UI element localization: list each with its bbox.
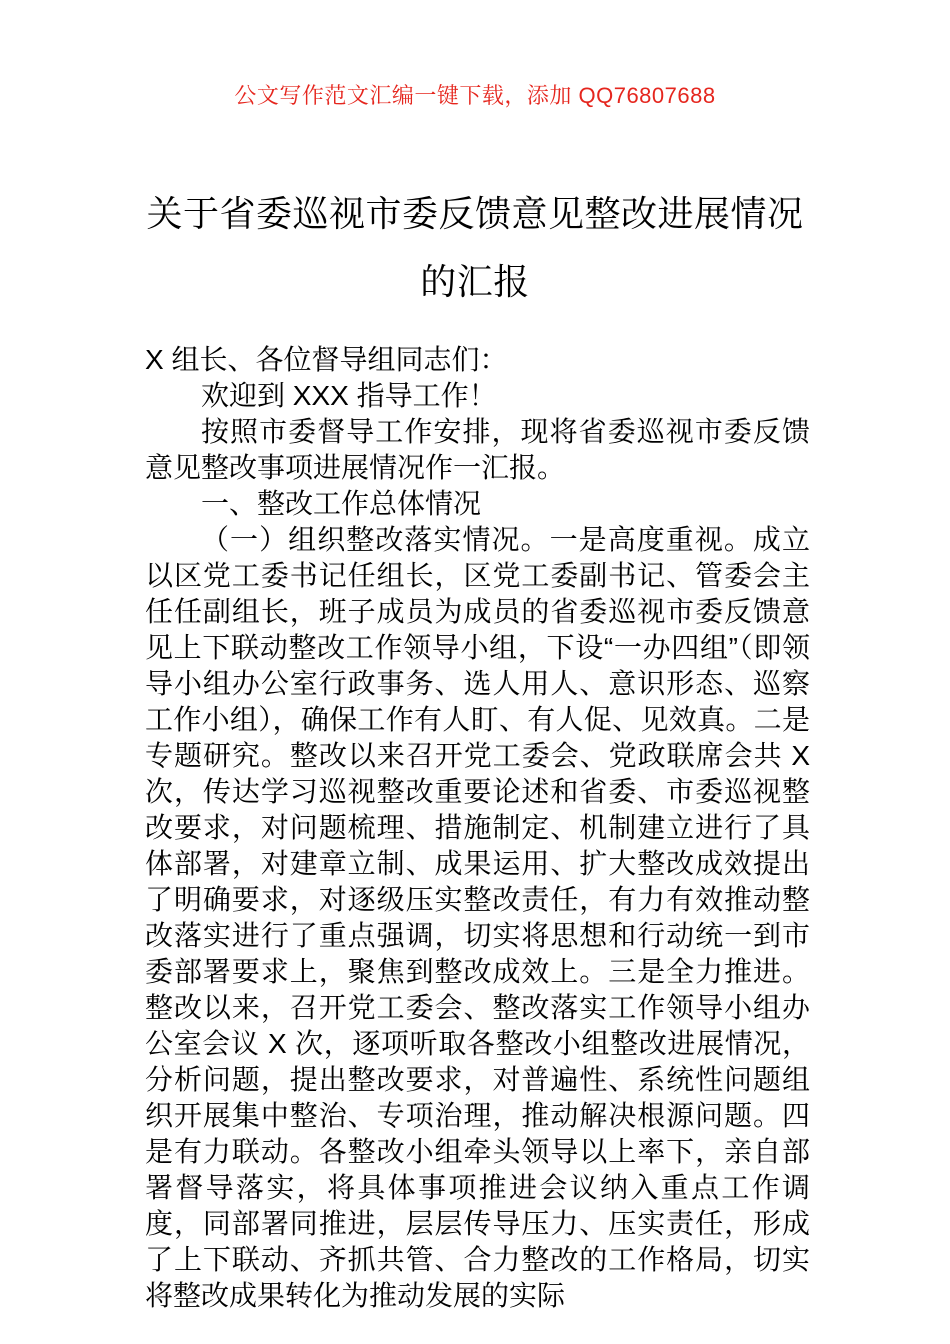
paragraph-salutation: X 组长、各位督导组同志们：: [145, 344, 508, 375]
paragraph-section-body: （一）组织整改落实情况。一是高度重视。成立以区党工委书记任组长，区党工委副书记、管委会主任任副组长，班子成员为成员的省委巡视市委反馈意见上下联动整改工作领导小组，下设“一办四组”（即领导小组办公室行政事务、选人用人、意识形态、巡察工作小组），确保工作有人盯、有人促、见效真。二是专题研究。整改以来召开党工委会、党政联席会共 X 次，传达学习巡视整改重要论述和省委、市委巡视整改要求，对问题梳理、措施制定、机制建立进行了具体部署，对建章立制、成果运用、扩大整改成效提出了明确要求，对逐级压实整改责任，有力有效推动整改落实进行了重点强调，切实将思想和行动统一到市委部署要求上，聚焦到整改成效上。三是全力推进。整改以来，召开党工委会、整改落实工作领导小组办公室会议 X 次，逐项听取各整改小组整改进展情况，分析问题，提出整改要求，对普遍性、系统性问题组织开展集中整治、专项治理，推动解决根源问题。四是有力联动。各整改小组牵头领导以上率下，亲自部署督导落实，将具体事项推进会议纳入重点工作调度，同部署同推进，层层传导压力、压实责任，形成了上下联动、齐抓共管、合力整改的工作格局，切实将整改成果转化为推动发展的实际: [145, 524, 810, 1311]
promo-banner-text: 公文写作范文汇编一键下载，添加 QQ76807688: [234, 83, 716, 108]
paragraph-intro: 按照市委督导工作安排，现将省委巡视市委反馈意见整改事项进展情况作一汇报。: [145, 416, 810, 483]
document-title-line-1: 关于省委巡视市委反馈意见整改进展情况: [146, 193, 804, 234]
paragraph-section-heading: 一、整改工作总体情况: [201, 488, 482, 519]
document-title-line-2: 的汇报: [420, 261, 530, 302]
paragraph-welcome: 欢迎到 XXX 指导工作！: [201, 380, 497, 411]
document-title: [0, 180, 950, 316]
document-body: [145, 342, 810, 1314]
